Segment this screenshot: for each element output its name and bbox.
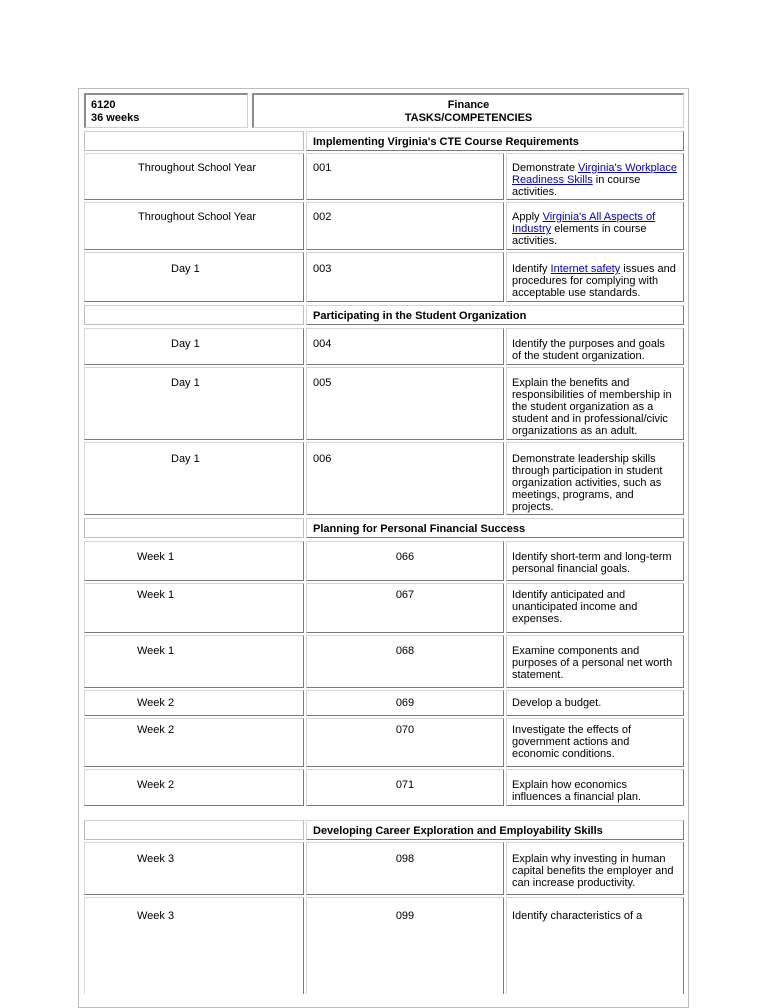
time-cell: Day 1 [171, 377, 200, 389]
code-cell-box [306, 769, 504, 806]
code-cell-box [306, 202, 504, 250]
task-text: Investigate the effects of government actions and economic conditions. [512, 724, 632, 760]
task-cell [506, 769, 684, 806]
table-row [84, 328, 304, 365]
task-cell [506, 583, 684, 633]
code-cell-box [306, 690, 504, 716]
code-cell-box [306, 153, 504, 200]
table-row [84, 442, 304, 515]
time-cell: Throughout School Year [138, 162, 257, 174]
page-title: Finance [447, 99, 490, 111]
section-title: Developing Career Exploration and Employability Skills [313, 825, 603, 837]
task-code: 005 [313, 377, 332, 389]
time-cell: Throughout School Year [138, 211, 257, 223]
task-cell [506, 718, 684, 767]
task-code: 004 [313, 338, 332, 350]
course-code: 6120 [91, 99, 116, 111]
task-text-before: Apply [512, 211, 543, 223]
section-spacer-cell [84, 305, 304, 325]
table-row [84, 842, 304, 895]
code-cell-box [306, 252, 504, 302]
course-duration: 36 weeks [91, 112, 140, 124]
task-text-before: Identify [512, 263, 551, 275]
table-row [84, 367, 304, 440]
task-code: 002 [313, 211, 332, 223]
time-cell: Day 1 [171, 263, 200, 275]
task-text: Identify short-term and long-term personal financial goals. [512, 551, 672, 575]
task-cell [506, 635, 684, 688]
task-cell [506, 541, 684, 581]
code-cell-box [306, 367, 504, 440]
task-text-before: Demonstrate [512, 162, 579, 174]
task-cell [506, 690, 684, 716]
task-text: Identify anticipated and unanticipated income and expenses. [512, 589, 638, 625]
task-cell [506, 367, 684, 440]
task-code: 071 [395, 779, 415, 791]
table-row [84, 202, 304, 250]
time-cell: Week 2 [137, 724, 175, 736]
code-cell-box [306, 842, 504, 895]
task-code: 068 [395, 645, 415, 657]
section-heading-cell [306, 131, 684, 151]
all-aspects-of-industry-link[interactable]: Virginia's All Aspects of Industry [512, 211, 656, 235]
section-spacer-cell [84, 131, 304, 151]
section-title: Planning for Personal Financial Success [313, 523, 526, 535]
code-cell-box [306, 328, 504, 365]
table-row [84, 541, 304, 581]
header-course-cell [84, 93, 248, 128]
task-text [512, 162, 682, 198]
task-cell [506, 328, 684, 365]
section-spacer-cell [84, 820, 304, 840]
time-cell: Day 1 [171, 453, 200, 465]
section-heading-cell [306, 518, 684, 538]
task-code: 003 [313, 263, 332, 275]
table-row [84, 769, 304, 806]
table-row [84, 690, 304, 716]
code-cell-box [306, 718, 504, 767]
task-cell [506, 202, 684, 250]
code-cell-box [306, 541, 504, 581]
table-row [84, 153, 304, 200]
time-cell: Week 1 [137, 551, 175, 563]
task-text: Develop a budget. [512, 697, 602, 709]
code-cell-box [306, 897, 504, 994]
task-cell [506, 153, 684, 200]
task-code: 069 [395, 697, 415, 709]
task-code: 066 [395, 551, 415, 563]
task-code: 067 [395, 589, 415, 601]
time-cell: Week 3 [137, 910, 175, 922]
workplace-readiness-link[interactable]: Virginia's Workplace Readiness Skills [512, 162, 677, 186]
section-heading-cell [306, 305, 684, 325]
internet-safety-link[interactable]: Internet safety [550, 263, 621, 275]
task-text [512, 211, 674, 247]
task-text [512, 263, 684, 299]
page-subtitle: TASKS/COMPETENCIES [404, 112, 533, 124]
task-text-after: issues and procedures for complying with acceptable use standards. [512, 263, 676, 299]
task-cell [506, 442, 684, 515]
table-row [84, 897, 304, 994]
task-text: Explain why investing in human capital benefits the employer and can increase productivity. [512, 853, 674, 889]
time-cell: Week 1 [137, 645, 175, 657]
task-text: Identify the purposes and goals of the student organization. [512, 338, 665, 362]
section-spacer-cell [84, 518, 304, 538]
task-text-after: elements in course activities. [512, 223, 647, 247]
task-cell [506, 842, 684, 895]
section-title: Participating in the Student Organization [313, 310, 527, 322]
task-text: Explain the benefits and responsibilities of membership in the student organization as a student and in professional/civic organizations as an adult. [512, 377, 672, 437]
table-row [84, 635, 304, 688]
time-cell: Week 2 [137, 697, 175, 709]
task-code: 070 [395, 724, 415, 736]
code-cell-box [306, 583, 504, 633]
task-code: 098 [395, 853, 415, 865]
time-cell: Day 1 [171, 338, 200, 350]
time-cell: Week 2 [137, 779, 175, 791]
time-cell: Week 3 [137, 853, 175, 865]
task-code: 099 [395, 910, 415, 922]
task-code: 006 [313, 453, 332, 465]
task-text: Demonstrate leadership skills through participation in student organization activities, such as meetings, programs, and projects. [512, 453, 663, 513]
code-cell-box [306, 635, 504, 688]
task-cell [506, 252, 684, 302]
table-row [84, 718, 304, 767]
table-row [84, 252, 304, 302]
task-code: 001 [313, 162, 332, 174]
section-title: Implementing Virginia's CTE Course Requirements [313, 136, 579, 148]
code-cell-box [306, 442, 504, 515]
task-text: Explain how economics influences a financial plan. [512, 779, 642, 803]
task-cell [506, 897, 684, 994]
header-title-cell [252, 93, 684, 128]
task-text-after: in course activities. [512, 174, 641, 198]
task-text: Examine components and purposes of a personal net worth statement. [512, 645, 673, 681]
task-text: Identify characteristics of a [512, 910, 643, 922]
table-row [84, 583, 304, 633]
section-heading-cell [306, 820, 684, 840]
time-cell: Week 1 [137, 589, 175, 601]
